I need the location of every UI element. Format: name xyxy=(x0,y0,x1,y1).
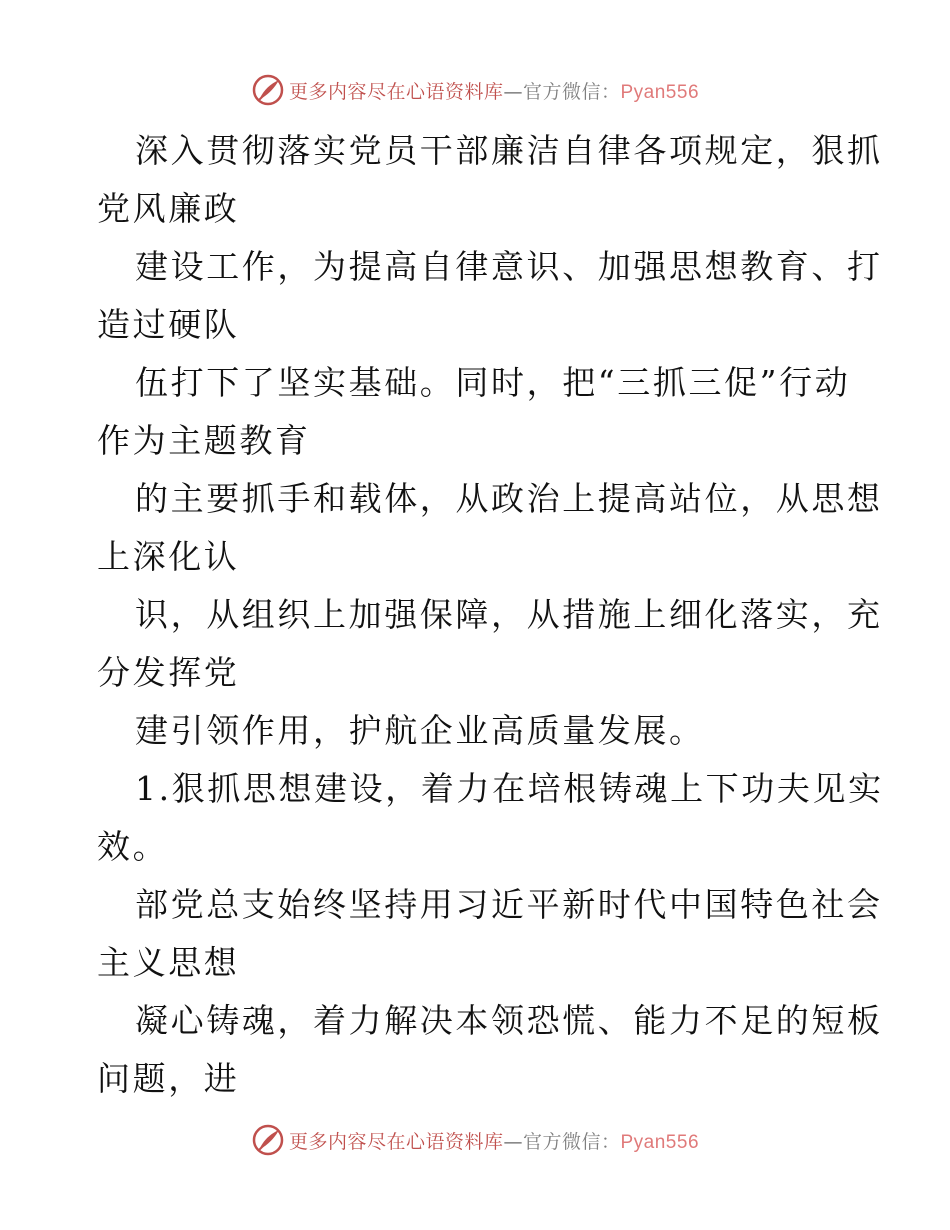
text-line: 的主要抓手和载体，从政治上提高站位，从思想 xyxy=(135,479,883,518)
text-line: 问题，进 xyxy=(97,1059,240,1098)
text-line: 建引领作用，护航企业高质量发展。 xyxy=(135,711,705,750)
text-line: 造过硬队 xyxy=(97,305,240,344)
text-line: 作为主题教育 xyxy=(97,421,311,460)
section-heading: 1.狠抓思想建设，着力在培根铸魂上下功夫见实 xyxy=(135,769,884,808)
text-line: 上深化认 xyxy=(97,537,240,576)
text-line: 部党总支始终坚持用习近平新时代中国特色社会 xyxy=(135,885,883,924)
text-line: 效。 xyxy=(97,827,169,866)
footer-banner-text: 更多内容尽在心语资料库—官方微信：Pyan556 xyxy=(288,1130,700,1153)
text-line: 分发挥党 xyxy=(97,653,240,692)
text-line: 建设工作，为提高自律意识、加强思想教育、打 xyxy=(135,247,883,286)
feather-pen-logo-icon xyxy=(251,73,285,107)
document-body xyxy=(97,122,884,1108)
text-line: 深入贯彻落实党员干部廉洁自律各项规定，狠抓 xyxy=(135,131,883,170)
header-banner-text: 更多内容尽在心语资料库—官方微信：Pyan556 xyxy=(288,80,700,103)
footer-banner xyxy=(0,1122,950,1158)
text-line: 伍打下了坚实基础。同时，把“三抓三促”行动 xyxy=(135,363,851,402)
header-banner xyxy=(0,72,950,108)
feather-pen-logo-icon xyxy=(251,1123,285,1157)
text-line: 党风廉政 xyxy=(97,189,240,228)
text-line: 主义思想 xyxy=(97,943,240,982)
text-line: 识，从组织上加强保障，从措施上细化落实，充 xyxy=(135,595,883,634)
text-line: 凝心铸魂，着力解决本领恐慌、能力不足的短板 xyxy=(135,1001,883,1040)
